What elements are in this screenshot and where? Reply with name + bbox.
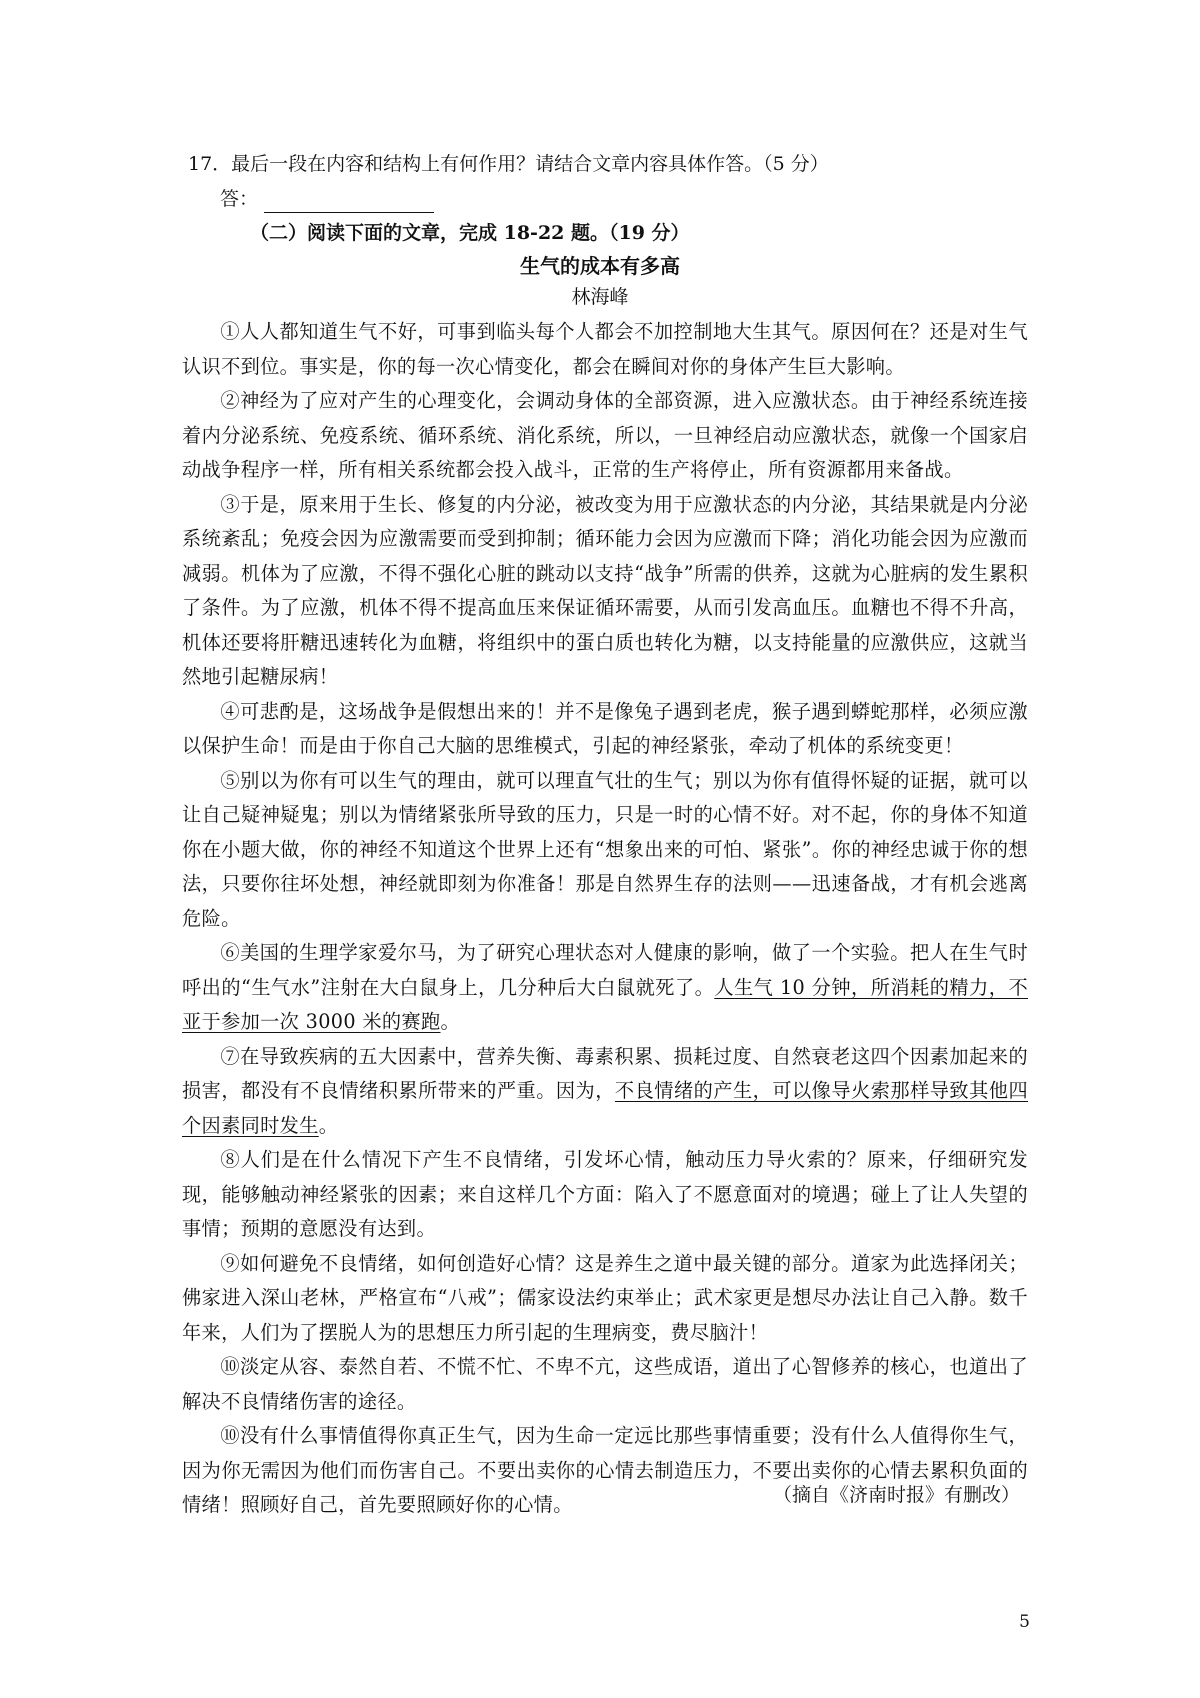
paragraph-6-underlined-sentence: 人生气 10 分钟，所消耗的精力，不亚于参加一次 3000 米的赛跑	[182, 975, 1028, 1033]
paragraph-8: ⑧人们是在什么情况下产生不良情绪，引发坏心情，触动压力导火索的？原来，仔细研究发现，能够触动神经紧张的因素；来自这样几个方面：陷入了不愿意面对的境遇；碰上了让人失望的事情；预期的意愿没有达到。	[182, 1148, 1028, 1240]
article-author: 林海峰	[571, 286, 629, 308]
answer-blank-line[interactable]	[264, 192, 434, 213]
article-source: （摘自《济南时报》有删改）	[772, 1484, 1020, 1506]
paragraph-11: ⑩没有什么事情值得你真正生气，因为生命一定远比那些事情重要；没有什么人值得你生气，因为你无需因为他们而伤害自己。不要出卖你的心情去制造压力，不要出卖你的心情去累积负面的情绪！照顾好自己，首先要照顾好你的心情。	[182, 1424, 1028, 1516]
page-number: 5	[1019, 1612, 1030, 1632]
article-title: 生气的成本有多高	[520, 254, 680, 278]
paragraph-1: ①人人都知道生气不好，可事到临头每个人都会不加控制地大生其气。原因何在？还是对生气认识不到位。事实是，你的每一次心情变化，都会在瞬间对你的身体产生巨大影响。	[182, 320, 1028, 378]
paragraph-6-end: 。	[440, 1010, 461, 1033]
paragraph-6-text: ⑥美国的生理学家爱尔马，为了研究心理状态对人健康的影响，做了一个实验。把人在生气时呼出的“生气水”注射在大白鼠身上，几分种后大白鼠就死了。	[182, 941, 1028, 999]
paragraph-7-text: ⑦在导致疾病的五大因素中，营养失衡、毒素积累、损耗过度、自然衰老这四个因素加起来的损害，都没有不良情绪积累所带来的严重。因为，	[182, 1044, 1028, 1102]
paragraph-4: ④可悲酌是，这场战争是假想出来的！并不是像兔子遇到老虎，猴子遇到蟒蛇那样，必须应激以保护生命！而是由于你自己大脑的思维模式，引起的神经紧张，牵动了机体的系统变更！	[182, 699, 1028, 757]
paragraph-5: ⑤别以为你有可以生气的理由，就可以理直气壮的生气；别以为你有值得怀疑的证据，就可以让自己疑神疑鬼；别以为情绪紧张所导致的压力，只是一时的心情不好。对不起，你的身体不知道你在小题大做，你的神经不知道这个世界上还有“想象出来的可怕、紧张”。你的神经忠诚于你的想法，只要你往坏处想，神经就即刻为你准备！那是自然界生存的法则——迅速备战，才有机会逃离危险。	[182, 768, 1028, 930]
section-heading: （二）阅读下面的文章，完成 18-22 题。（19 分）	[250, 222, 690, 244]
paragraph-6	[182, 936, 1028, 1040]
article-body	[182, 315, 1028, 1523]
paragraph-3: ③于是，原来用于生长、修复的内分泌，被改变为用于应激状态的内分泌，其结果就是内分泌系统紊乱；免疫会因为应激需要而受到抑制；循环能力会因为应激而下降；消化功能会因为应激而减弱。机体为了应激，不得不强化心脏的跳动以支持“战争”所需的供养，这就为心脏病的发生累积了条件。为了应激，机体不得不提高血压来保证循环需要，从而引发高血压。血糖也不得不升高，机体还要将肝糖迅速转化为血糖，将组织中的蛋白质也转化为糖，以支持能量的应激供应，这就当然地引起糖尿病！	[182, 492, 1028, 688]
paragraph-7-underlined-sentence: 不良情绪的产生，可以像导火索那样导致其他四个因素同时发生	[182, 1079, 1028, 1137]
paragraph-7	[182, 1040, 1028, 1144]
paragraph-2: ②神经为了应对产生的心理变化，会调动身体的全部资源，进入应激状态。由于神经系统连接着内分泌系统、免疫系统、循环系统、消化系统，所以，一旦神经启动应激状态，就像一个国家启动战争程序一样，所有相关系统都会投入战斗，正常的生产将停止，所有资源都用来备战。	[182, 389, 1028, 481]
paragraph-9: ⑨如何避免不良情绪，如何创造好心情？这是养生之道中最关键的部分。道家为此选择闭关；佛家进入深山老林，严格宣布“八戒”；儒家设法约束举止；武术家更是想尽办法让自己入静。数千年来，人们为了摆脱人为的思想压力所引起的生理病变，费尽脑汁！	[182, 1251, 1028, 1344]
answer-row	[220, 185, 434, 213]
paragraph-7-end: 。	[318, 1113, 339, 1137]
question-17: 17．最后一段在内容和结构上有何作用？请结合文章内容具体作答。（5 分）	[188, 153, 829, 175]
answer-label: 答：	[220, 188, 259, 210]
paragraph-10: ⑩淡定从容、泰然自若、不慌不忙、不卑不亢，这些成语，道出了心智修养的核心，也道出了解决不良情绪伤害的途径。	[182, 1355, 1028, 1413]
